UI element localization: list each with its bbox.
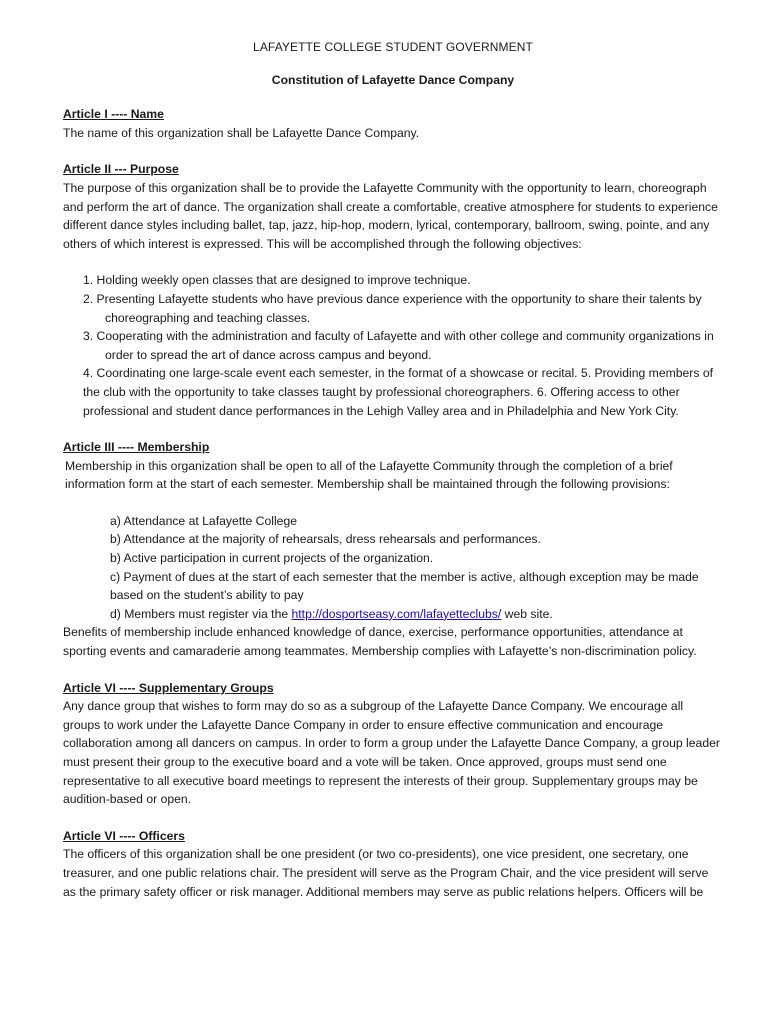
provision-item: c) Payment of dues at the start of each semester that the member is active, although exception may be made based on the student’s ability to pay — [110, 569, 699, 603]
membership-benefits-text: Benefits of membership include enhanced knowledge of dance, exercise, performance opportunities, attendance at sporting events and camaraderie among teammates. Membership complies with Lafayette’s non-discrimination policy. — [63, 625, 697, 659]
objectives-list — [83, 271, 723, 420]
objective-item: 4. Coordinating one large-scale event each semester, in the format of a showcase or recital. 5. Providing members of the club with the opportunity to take classes taught by professional choreographers. 6. Offering access to other professional and student dance performances in the Lehigh Valley area and in Philadelphia and New York City. — [83, 366, 714, 418]
objective-item: 1. Holding weekly open classes that are designed to improve technique. — [83, 273, 471, 288]
objective-item: 3. Cooperating with the administration and faculty of Lafayette and with other college and community organizations in order to spread the art of dance across campus and beyond. — [83, 329, 714, 362]
document-title: Constitution of Lafayette Dance Company — [271, 72, 515, 87]
article-supplementary-groups-text: Any dance group that wishes to form may do so as a subgroup of the Lafayette Dance Company. We encourage all groups to work under the Lafayette Dance Company in order to ensure effective communication and encourage collaboration among all dancers on campus. In order to form a group under the Lafayette Dance Company, a group leader must present their group to the executive board and a vote will be taken. Once approved, groups must send one representative to all executive board meetings to represent the interests of their group. Supplementary groups may be audition-based or open. — [63, 699, 720, 807]
article-2-heading: Article II --- Purpose — [63, 162, 179, 177]
provision-item: b) Active participation in current projects of the organization. — [110, 551, 434, 566]
article-2-text: The purpose of this organization shall be to provide the Lafayette Community with the opportunity to learn, choreograph and perform the art of dance. The organization shall create a comfortable, creative atmosphere for students to experience different dance styles including ballet, tap, jazz, hip-hop, modern, lyrical, contemporary, ballroom, swing, pointe, and any others of which interest is expressed. This will be accomplished through the following objectives: — [63, 180, 718, 251]
provision-item — [110, 605, 723, 624]
registration-link[interactable]: http://dosportseasy.com/lafayetteclubs/ — [291, 606, 502, 621]
provision-item: a) Attendance at Lafayette College — [110, 513, 298, 528]
objective-item: 2. Presenting Lafayette students who have previous dance experience with the opportunity to share their talents by choreographing and teaching classes. — [83, 291, 702, 325]
article-officers-text: The officers of this organization shall be one president (or two co-presidents), one vice president, one secretary, one treasurer, and one public relations chair. The president will serve as the Program Chair, and the vice president will serve as the primary safety officer or risk manager. Additional members may serve as public relations helpers. Officers will be — [63, 847, 709, 899]
article-officers-heading: Article VI ---- Officers — [63, 828, 185, 843]
article-1-heading: Article I ---- Name — [63, 107, 164, 122]
article-supplementary-groups-heading: Article VI ---- Supplementary Groups — [63, 680, 274, 695]
article-1-text: The name of this organization shall be Lafayette Dance Company. — [63, 125, 420, 140]
organization-header: LAFAYETTE COLLEGE STUDENT GOVERNMENT — [253, 40, 533, 54]
provisions-list — [110, 512, 723, 624]
provision-d-suffix: web site. — [501, 606, 553, 621]
article-3-heading: Article III ---- Membership — [63, 440, 210, 455]
provision-d-prefix: d) Members must register via the — [110, 606, 292, 621]
article-3-text: Membership in this organization shall be open to all of the Lafayette Community through the completion of a brief information form at the start of each semester. Membership shall be maintained through the following provisions: — [65, 458, 673, 492]
provision-item: b) Attendance at the majority of rehearsals, dress rehearsals and performances. — [110, 532, 541, 547]
document-page — [63, 38, 723, 901]
